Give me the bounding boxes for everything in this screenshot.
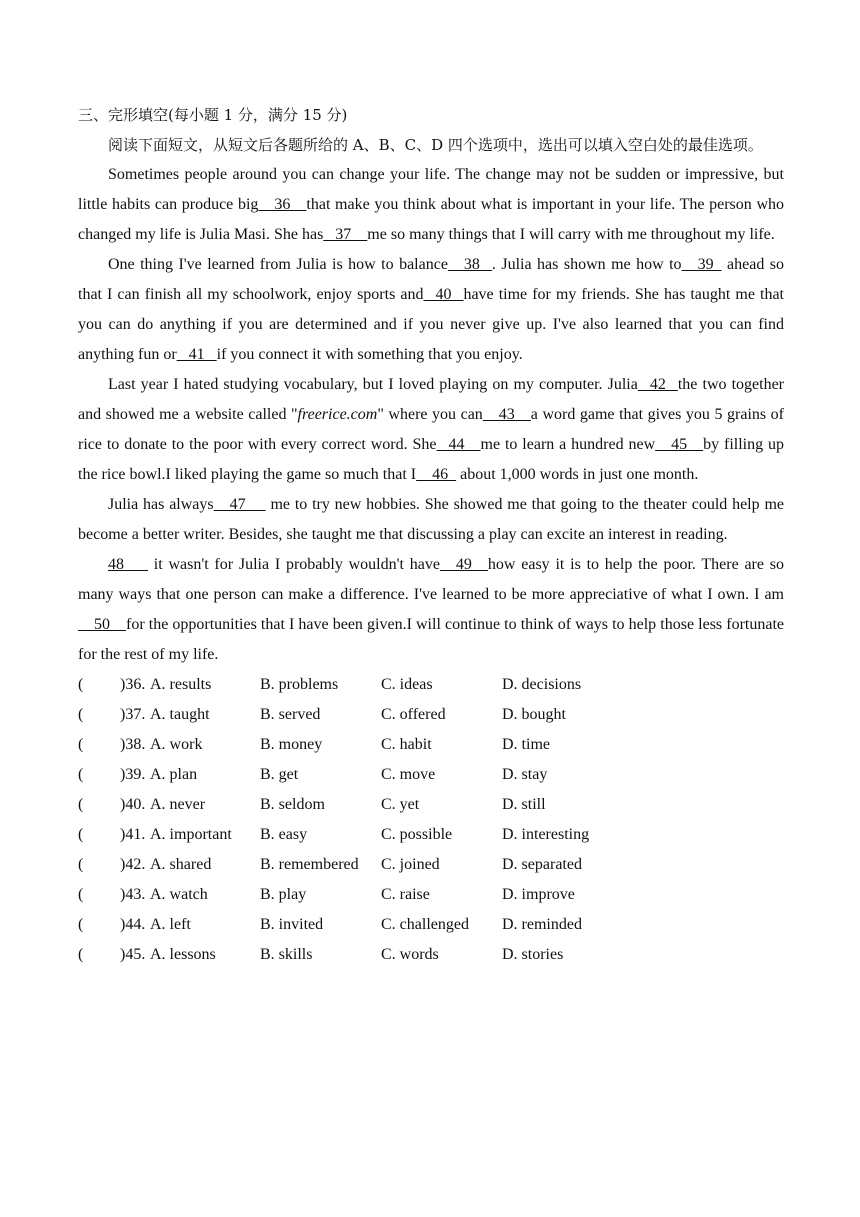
text: a word game that gives you 5 grains of rice to donate to the poor with every correct word. She bbox=[78, 406, 784, 453]
blank-45: 45 bbox=[655, 436, 704, 453]
answer-paren: ( bbox=[78, 676, 84, 693]
passage-paragraph-3 bbox=[78, 370, 784, 490]
blank-40: 40 bbox=[423, 286, 464, 303]
text: how easy it is to help the poor. There are so many ways that one person can make a difference. I've learned to be more appreciative of what I own. I am bbox=[78, 556, 784, 603]
question-number: )37. bbox=[120, 706, 146, 723]
option-d: D. improve bbox=[502, 886, 575, 903]
option-b: B. play bbox=[260, 886, 307, 903]
answer-paren: ( bbox=[78, 796, 84, 813]
option-c: C. raise bbox=[381, 886, 430, 903]
text: me to learn a hundred new bbox=[480, 436, 656, 453]
question-row bbox=[78, 730, 784, 760]
question-number: )45. bbox=[120, 946, 146, 963]
question-row bbox=[78, 940, 784, 970]
option-b: B. problems bbox=[260, 676, 339, 693]
option-a: A. important bbox=[150, 826, 232, 843]
question-row bbox=[78, 880, 784, 910]
passage-paragraph-5 bbox=[78, 550, 784, 670]
text: Last year I hated studying vocabulary, but I loved playing on my computer. Julia bbox=[108, 376, 638, 393]
option-d: D. interesting bbox=[502, 826, 590, 843]
answer-paren: ( bbox=[78, 916, 84, 933]
text: the two together and showed me a website called " bbox=[78, 376, 785, 423]
blank-42: 42 bbox=[637, 376, 678, 393]
option-d: D. reminded bbox=[502, 916, 582, 933]
question-number: )44. bbox=[120, 916, 146, 933]
option-b: B. skills bbox=[260, 946, 313, 963]
option-b: B. served bbox=[260, 706, 321, 723]
website-name: freerice.com bbox=[297, 406, 378, 423]
option-a: A. work bbox=[150, 736, 203, 753]
blank-47: 47 bbox=[213, 496, 266, 513]
option-a: A. taught bbox=[150, 706, 210, 723]
option-d: D. separated bbox=[502, 856, 582, 873]
option-a: A. lessons bbox=[150, 946, 216, 963]
text: have time for my friends. She has taught me that you can do anything if you are determined and if you never give up. I've also learned that you can find anything fun or bbox=[78, 286, 785, 363]
answer-paren: ( bbox=[78, 826, 84, 843]
option-b: B. remembered bbox=[260, 856, 359, 873]
text: ahead so that I can finish all my schoolwork, enjoy sports and bbox=[78, 256, 785, 303]
answer-paren: ( bbox=[78, 886, 84, 903]
blank-39: 39 bbox=[681, 256, 722, 273]
option-d: D. stay bbox=[502, 766, 548, 783]
option-d: D. stories bbox=[502, 946, 564, 963]
text: it wasn't for Julia I probably wouldn't have bbox=[148, 556, 440, 573]
option-c: C. possible bbox=[381, 826, 453, 843]
text: " where you can bbox=[377, 406, 483, 423]
option-c: C. joined bbox=[381, 856, 440, 873]
option-a: A. watch bbox=[150, 886, 208, 903]
option-c: C. ideas bbox=[381, 676, 433, 693]
exam-page bbox=[78, 100, 784, 970]
option-a: A. never bbox=[150, 796, 206, 813]
option-b: B. money bbox=[260, 736, 323, 753]
passage-paragraph-1 bbox=[78, 160, 784, 250]
question-row bbox=[78, 670, 784, 700]
question-number: )41. bbox=[120, 826, 146, 843]
section-heading: 三、完形填空(每小题 1 分，满分 15 分) bbox=[78, 106, 348, 124]
text: me to try new hobbies. She showed me that going to the theater could help me become a better writer. Besides, she taught me that discussing a play can excite an interest in reading. bbox=[78, 496, 784, 543]
answer-paren: ( bbox=[78, 856, 84, 873]
option-c: C. words bbox=[381, 946, 439, 963]
text: if you connect it with something that you enjoy. bbox=[216, 346, 523, 363]
answer-paren: ( bbox=[78, 706, 84, 723]
option-c: C. yet bbox=[381, 796, 420, 813]
answer-paren: ( bbox=[78, 766, 84, 783]
blank-44: 44 bbox=[436, 436, 481, 453]
question-number: )43. bbox=[120, 886, 146, 903]
question-number: )40. bbox=[120, 796, 146, 813]
blank-36: 36 bbox=[258, 196, 307, 213]
question-number: )38. bbox=[120, 736, 146, 753]
question-row bbox=[78, 820, 784, 850]
text: Julia has always bbox=[108, 496, 214, 513]
question-number: )36. bbox=[120, 676, 146, 693]
blank-37: 37 bbox=[323, 226, 368, 243]
question-row bbox=[78, 910, 784, 940]
text: Sometimes people around you can change your life. The change may not be sudden or impressive, but little habits can produce big bbox=[78, 166, 784, 213]
question-row bbox=[78, 700, 784, 730]
blank-41: 41 bbox=[176, 346, 217, 363]
text: for the opportunities that I have been given.I will continue to think of ways to help those less fortunate for the rest of my life. bbox=[78, 616, 784, 663]
blank-43: 43 bbox=[482, 406, 531, 423]
option-b: B. easy bbox=[260, 826, 308, 843]
option-d: D. still bbox=[502, 796, 546, 813]
answer-paren: ( bbox=[78, 736, 84, 753]
option-c: C. move bbox=[381, 766, 436, 783]
option-a: A. left bbox=[150, 916, 191, 933]
blank-50: 50 bbox=[78, 616, 126, 633]
blank-46: 46 bbox=[416, 466, 457, 483]
text: me so many things that I will carry with me throughout my life. bbox=[367, 226, 775, 243]
section-instruction: 阅读下面短文，从短文后各题所给的 A、B、C、D 四个选项中，选出可以填入空白处的最佳选项。 bbox=[108, 136, 763, 154]
text: that make you think about what is important in your life. The person who changed my life is Julia Masi. She has bbox=[78, 196, 784, 243]
blank-38: 38 bbox=[447, 256, 492, 273]
option-a: A. results bbox=[150, 676, 212, 693]
passage-paragraph-4 bbox=[78, 490, 784, 550]
option-a: A. shared bbox=[150, 856, 212, 873]
answer-paren: ( bbox=[78, 946, 84, 963]
question-number: )42. bbox=[120, 856, 146, 873]
option-b: B. get bbox=[260, 766, 299, 783]
question-row bbox=[78, 790, 784, 820]
option-c: C. challenged bbox=[381, 916, 469, 933]
text: . Julia has shown me how to bbox=[491, 256, 682, 273]
option-d: D. decisions bbox=[502, 676, 582, 693]
text: about 1,000 words in just one month. bbox=[460, 466, 699, 483]
question-row bbox=[78, 850, 784, 880]
passage-paragraph-2 bbox=[78, 250, 784, 370]
option-c: C. habit bbox=[381, 736, 432, 753]
text: One thing I've learned from Julia is how to balance bbox=[108, 256, 448, 273]
blank-48: 48 bbox=[108, 556, 148, 573]
text: by filling up the rice bowl.I liked playing the game so much that I bbox=[78, 436, 785, 483]
option-c: C. offered bbox=[381, 706, 446, 723]
option-a: A. plan bbox=[150, 766, 198, 783]
option-d: D. bought bbox=[502, 706, 566, 723]
option-d: D. time bbox=[502, 736, 550, 753]
option-b: B. invited bbox=[260, 916, 324, 933]
question-row bbox=[78, 760, 784, 790]
question-number: )39. bbox=[120, 766, 146, 783]
blank-49: 49 bbox=[439, 556, 488, 573]
option-b: B. seldom bbox=[260, 796, 325, 813]
question-list bbox=[78, 670, 784, 970]
